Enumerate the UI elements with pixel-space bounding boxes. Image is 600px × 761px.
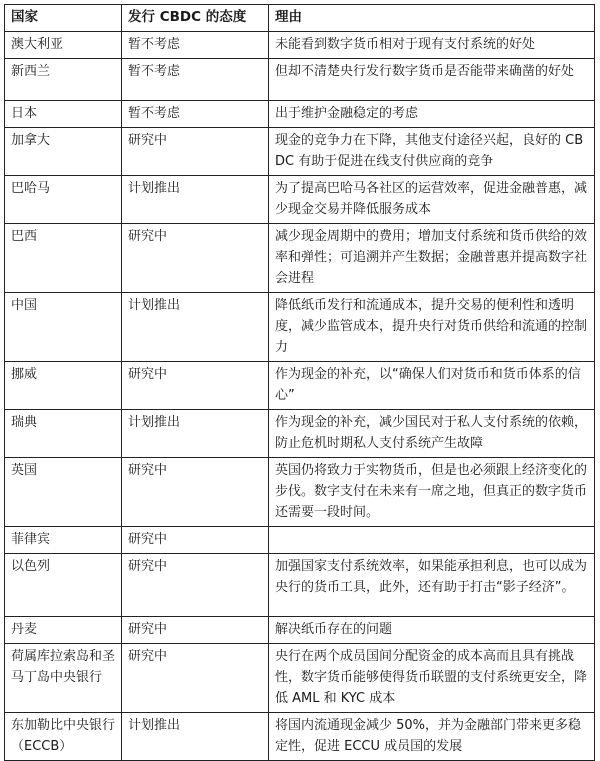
- country-cell: 新西兰: [5, 59, 122, 101]
- header-attitude: 发行 CBDC 的态度: [122, 5, 269, 32]
- attitude-cell: 研究中: [122, 128, 269, 176]
- attitude-cell: 研究中: [122, 458, 269, 527]
- reason-cell: 现金的竞争力在下降，其他支付途径兴起，良好的 CBDC 有助于促进在线支付供应商的竞争: [269, 128, 595, 176]
- table-row: [5, 410, 595, 458]
- reason-cell: 将国内流通现金减少 50%，并为金融部门带来更多稳定性，促进 ECCU 成员国的发展: [269, 713, 595, 761]
- table-header-row: [5, 5, 595, 32]
- country-cell: 澳大利亚: [5, 32, 122, 59]
- attitude-cell: 研究中: [122, 527, 269, 554]
- reason-cell: 作为现金的补充，减少国民对于私人支付系统的依赖，防止危机时期私人支付系统产生故障: [269, 410, 595, 458]
- country-cell: 丹麦: [5, 617, 122, 644]
- table-row: [5, 527, 595, 554]
- table-row: [5, 458, 595, 527]
- table-row: [5, 617, 595, 644]
- attitude-cell: 计划推出: [122, 410, 269, 458]
- cbdc-attitude-table: [4, 4, 595, 761]
- attitude-cell: 计划推出: [122, 713, 269, 761]
- attitude-cell: 暂不考虑: [122, 101, 269, 128]
- reason-cell: 加强国家支付系统效率，如果能承担利息，也可以成为央行的货币工具，此外，还有助于打击“影子经济”。: [269, 554, 595, 617]
- table-row: [5, 713, 595, 761]
- country-cell: 英国: [5, 458, 122, 527]
- table-row: [5, 554, 595, 617]
- reason-cell: 降低纸币发行和流通成本，提升交易的便利性和透明度，减少监管成本，提升央行对货币供给和流通的控制力: [269, 293, 595, 362]
- attitude-cell: 暂不考虑: [122, 59, 269, 101]
- table-row: [5, 59, 595, 101]
- reason-cell: 解决纸币存在的问题: [269, 617, 595, 644]
- attitude-cell: 计划推出: [122, 293, 269, 362]
- country-cell: 瑞典: [5, 410, 122, 458]
- table-row: [5, 224, 595, 293]
- table-row: [5, 32, 595, 59]
- attitude-cell: 研究中: [122, 554, 269, 617]
- attitude-cell: 研究中: [122, 617, 269, 644]
- reason-cell: 未能看到数字货币相对于现有支付系统的好处: [269, 32, 595, 59]
- attitude-cell: 研究中: [122, 224, 269, 293]
- table-row: [5, 176, 595, 224]
- table-row: [5, 644, 595, 713]
- header-country: 国家: [5, 5, 122, 32]
- attitude-cell: 研究中: [122, 644, 269, 713]
- reason-cell: [269, 527, 595, 554]
- table-row: [5, 362, 595, 410]
- country-cell: 菲律宾: [5, 527, 122, 554]
- header-reason: 理由: [269, 5, 595, 32]
- attitude-cell: 计划推出: [122, 176, 269, 224]
- table-row: [5, 293, 595, 362]
- reason-cell: 但却不清楚央行发行数字货币是否能带来确凿的好处: [269, 59, 595, 101]
- attitude-cell: 研究中: [122, 362, 269, 410]
- country-cell: 以色列: [5, 554, 122, 617]
- country-cell: 荷属库拉索岛和圣马丁岛中央银行: [5, 644, 122, 713]
- reason-cell: 减少现金周期中的费用；增加支付系统和货币供给的效率和弹性；可追溯并产生数据；金融普惠并提高数字社会进程: [269, 224, 595, 293]
- reason-cell: 央行在两个成员国间分配资金的成本高而且具有挑战性，数字货币能够使得货币联盟的支付系统更安全，降低 AML 和 KYC 成本: [269, 644, 595, 713]
- table-row: [5, 101, 595, 128]
- attitude-cell: 暂不考虑: [122, 32, 269, 59]
- country-cell: 巴哈马: [5, 176, 122, 224]
- country-cell: 中国: [5, 293, 122, 362]
- table-row: [5, 128, 595, 176]
- country-cell: 加拿大: [5, 128, 122, 176]
- country-cell: 挪威: [5, 362, 122, 410]
- country-cell: 东加勒比中央银行（ECCB）: [5, 713, 122, 761]
- country-cell: 巴西: [5, 224, 122, 293]
- reason-cell: 出于维护金融稳定的考虑: [269, 101, 595, 128]
- reason-cell: 英国仍将致力于实物货币，但是也必须跟上经济变化的步伐。数字支付在未来有一席之地，但真正的数字货币还需要一段时间。: [269, 458, 595, 527]
- country-cell: 日本: [5, 101, 122, 128]
- reason-cell: 作为现金的补充，以“确保人们对货币和货币体系的信心”: [269, 362, 595, 410]
- reason-cell: 为了提高巴哈马各社区的运营效率，促进金融普惠，减少现金交易并降低服务成本: [269, 176, 595, 224]
